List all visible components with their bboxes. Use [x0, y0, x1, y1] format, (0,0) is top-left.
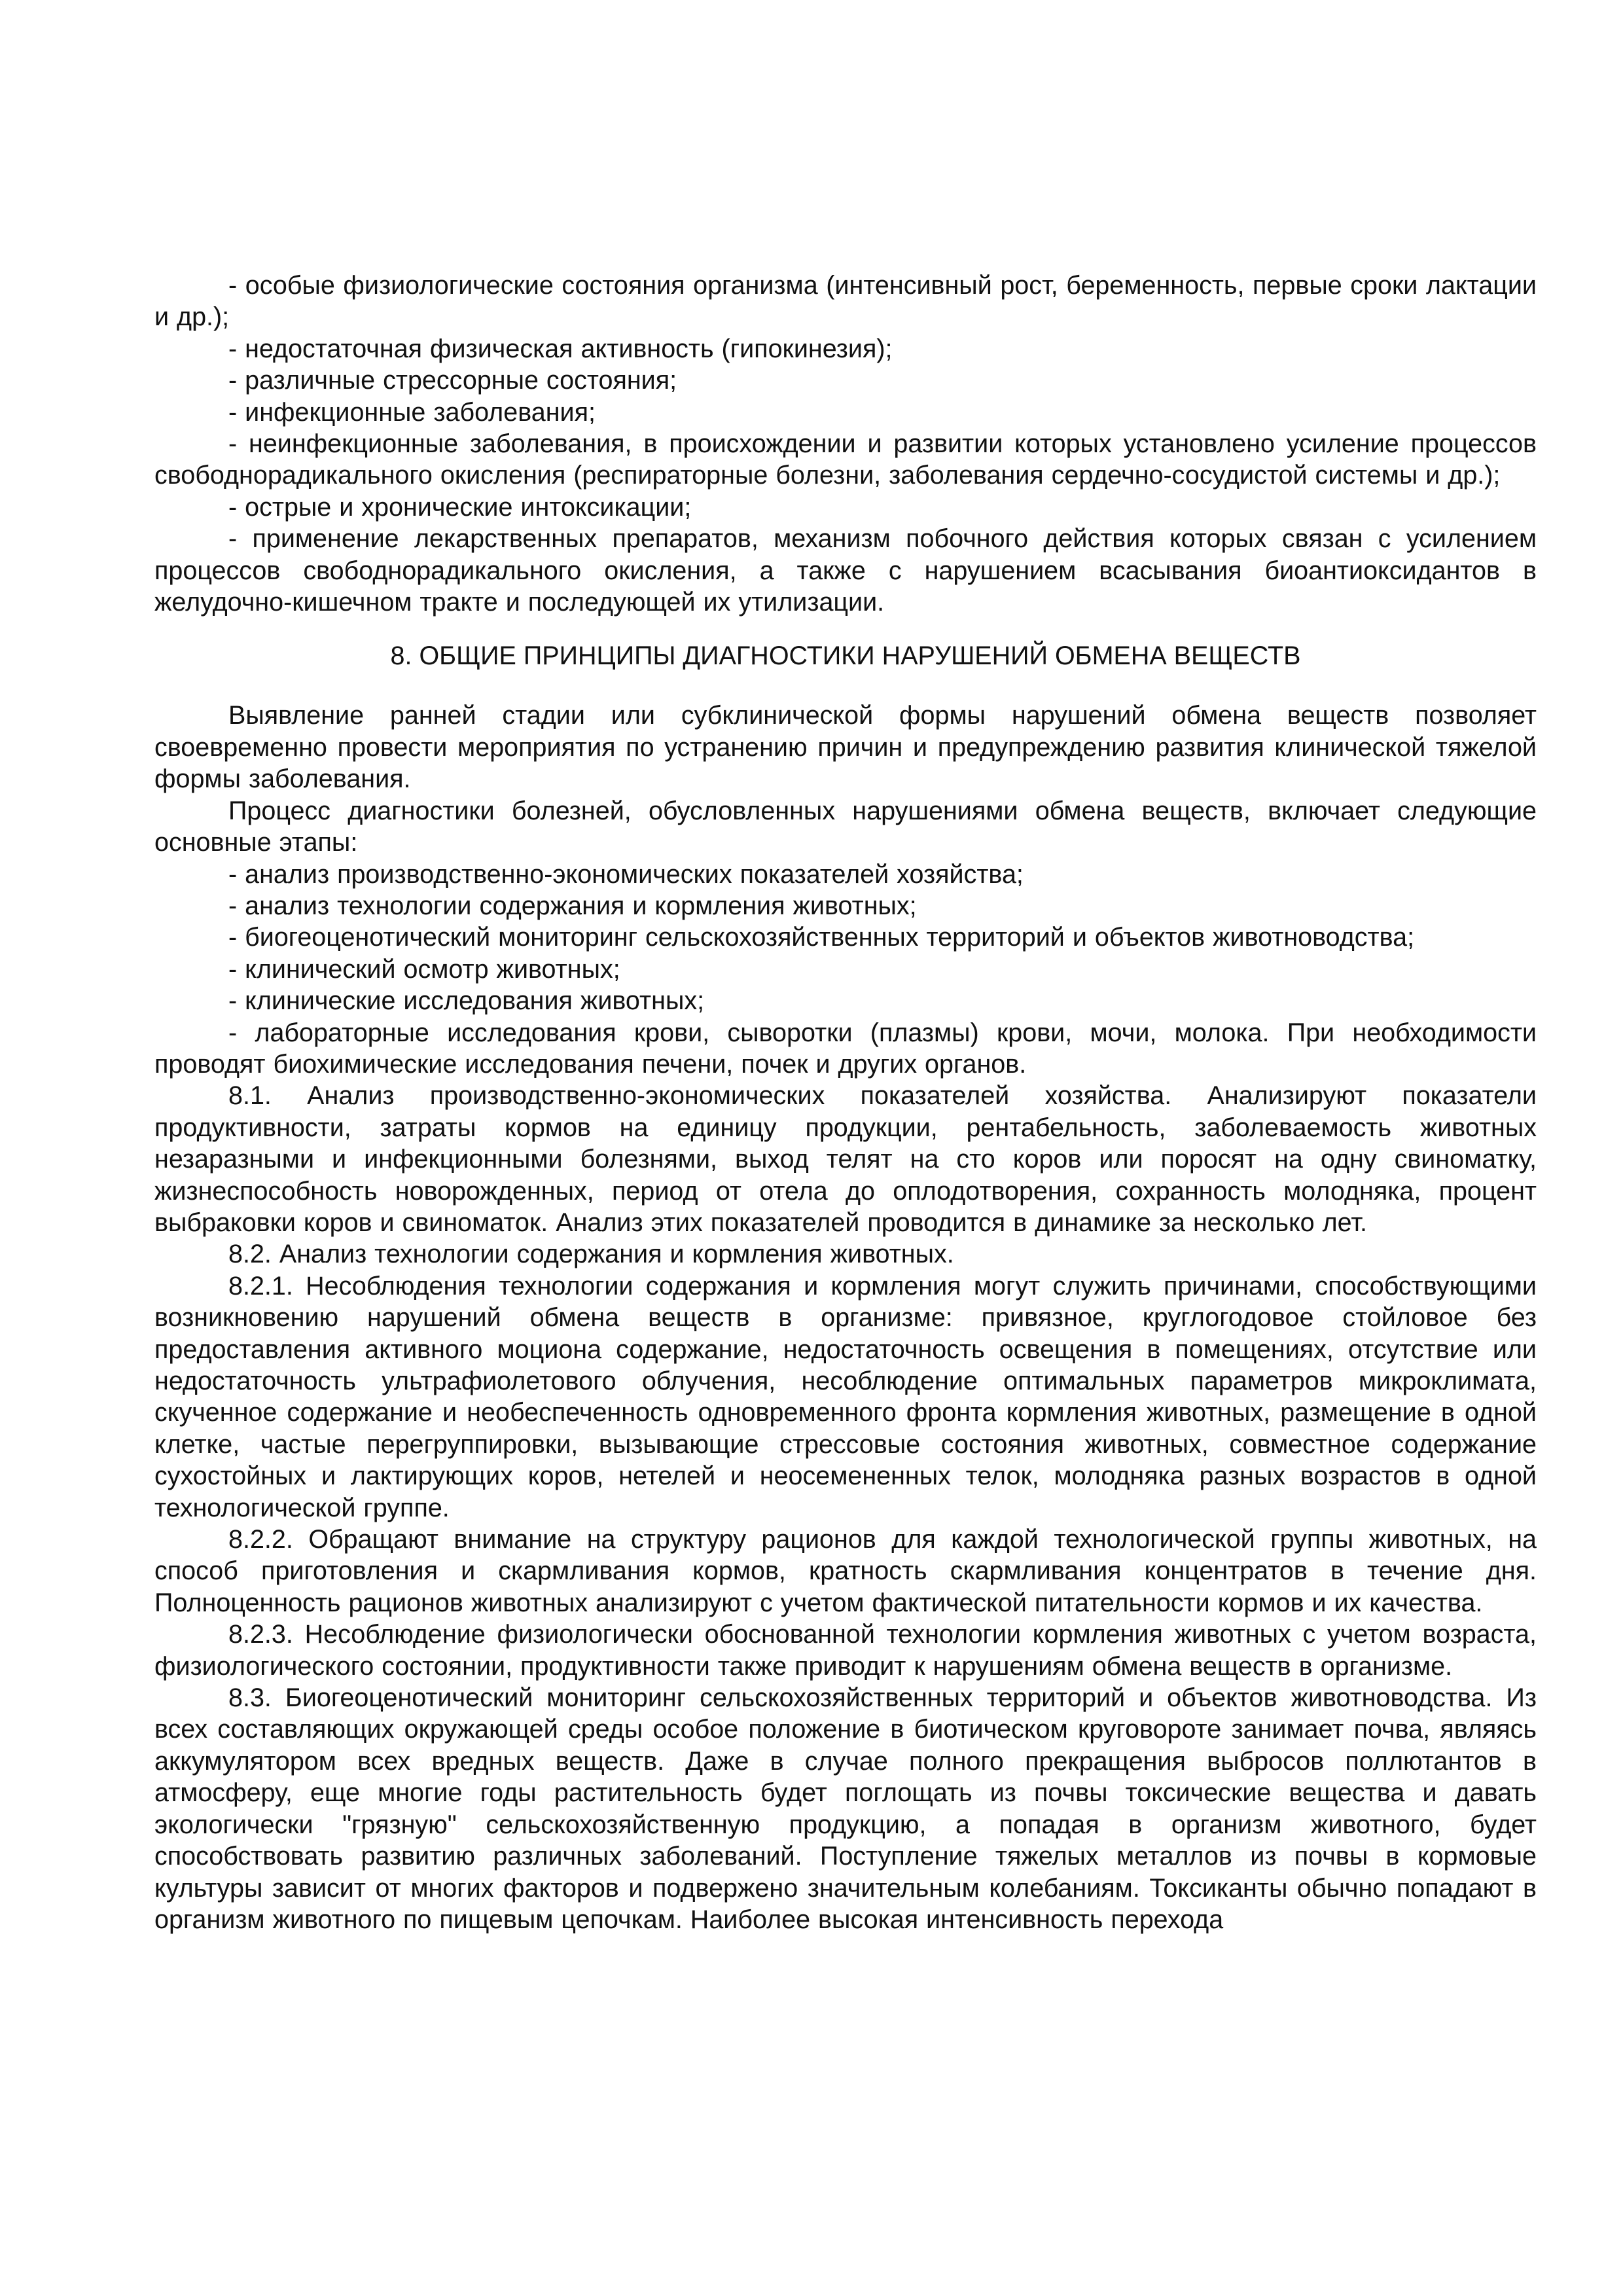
section-heading: 8. ОБЩИЕ ПРИНЦИПЫ ДИАГНОСТИКИ НАРУШЕНИЙ ОБМЕНА ВЕЩЕСТВ [390, 641, 1301, 671]
paragraph: Выявление ранней стадии или субклинической формы нарушений обмена веществ позволяет своевременно провести мероприятия по устранению причин и предупреждению развития клинической тяжелой формы заболевания. [154, 701, 1537, 794]
list-item: - биогеоценотический мониторинг сельскохозяйственных территорий и объектов животноводства; [228, 923, 1415, 952]
list-item: - недостаточная физическая активность (гипокинезия); [228, 334, 893, 363]
document-page [154, 270, 1537, 1935]
paragraph: Процесс диагностики болезней, обусловленных нарушениями обмена веществ, включает следующие основные этапы: [154, 796, 1537, 857]
list-item: - лабораторные исследования крови, сыворотки (плазмы) крови, мочи, молока. При необходимости проводят биохимические исследования печени, почек и других органов. [154, 1018, 1537, 1079]
list-item: - неинфекционные заболевания, в происхождении и развитии которых установлено усиление процессов свободнорадикального окисления (респираторные болезни, заболевания сердечно-сосудистой системы и др.); [154, 429, 1537, 490]
list-item: - анализ технологии содержания и кормления животных; [228, 891, 917, 920]
list-item: - различные стрессорные состояния; [228, 366, 677, 395]
list-item: - клинические исследования животных; [228, 986, 705, 1016]
paragraph: 8.1. Анализ производственно-экономических показателей хозяйства. Анализируют показатели продуктивности, затраты кормов на единицу продукции, рентабельность, заболеваемость животных незаразными и инфекционными болезнями, выход телят на сто коров или поросят на одну свиноматку, жизнеспособность новорожденных, период от отела до оплодотворения, сохранность молодняка, процент выбраковки коров и свиноматок. Анализ этих показателей проводится в динамике за несколько лет. [154, 1081, 1537, 1237]
paragraph: 8.3. Биогеоценотический мониторинг сельскохозяйственных территорий и объектов животноводства. Из всех составляющих окружающей среды особое положение в биотическом круговороте занимает почва, являясь аккумулятором всех вредных веществ. Даже в случае полного прекращения выбросов поллютантов в атмосферу, еще многие годы растительность будет поглощать из почвы токсические вещества и давать экологически "грязную" сельскохозяйственную продукцию, а попадая в организм животного, будет способствовать развитию различных заболеваний. Поступление тяжелых металлов из почвы в кормовые культуры зависит от многих факторов и подвержено значительным колебаниям. Токсиканты обычно попадают в организм животного по пищевым цепочкам. Наиболее высокая интенсивность перехода [154, 1683, 1537, 1934]
list-item: - острые и хронические интоксикации; [228, 492, 692, 522]
list-item: - особые физиологические состояния организма (интенсивный рост, беременность, первые сроки лактации и др.); [154, 271, 1537, 332]
paragraph: 8.2.3. Несоблюдение физиологически обоснованной технологии кормления животных с учетом возраста, физиологического состоянии, продуктивности также приводит к нарушениям обмена веществ в организме. [154, 1620, 1537, 1681]
list-item: - анализ производственно-экономических показателей хозяйства; [228, 859, 1024, 889]
list-item: - инфекционные заболевания; [228, 397, 596, 427]
list-item: - применение лекарственных препаратов, механизм побочного действия которых связан с усилением процессов свободнорадикального окисления, а также с нарушением всасывания биоантиоксидантов в желудочно-кишечном тракте и последующей их утилизации. [154, 524, 1537, 617]
paragraph: 8.2.2. Обращают внимание на структуру рационов для каждой технологической группы животных, на способ приготовления и скармливания кормов, кратность скармливания концентратов в течение дня. Полноценность рационов животных анализируют с учетом фактической питательности кормов и их качества. [154, 1525, 1537, 1617]
paragraph: 8.2. Анализ технологии содержания и кормления животных. [228, 1240, 954, 1269]
paragraph: 8.2.1. Несоблюдения технологии содержания и кормления могут служить причинами, способствующими возникновению нарушений обмена веществ в организме: привязное, круглогодовое стойловое без предоставления активного моциона содержание, недостаточность освещения в помещениях, отсутствие или недостаточность ультрафиолетового облучения, несоблюдение оптимальных параметров микроклимата, скученное содержание и необеспеченность одновременного фронта кормления животных, размещение в одной клетке, частые перегруппировки, вызывающие стрессовые состояния животных, совместное содержание сухостойных и лактирующих коров, нетелей и неосемененных телок, молодняка разных возрастов в одной технологической группе. [154, 1271, 1537, 1522]
list-item: - клинический осмотр животных; [228, 954, 620, 984]
